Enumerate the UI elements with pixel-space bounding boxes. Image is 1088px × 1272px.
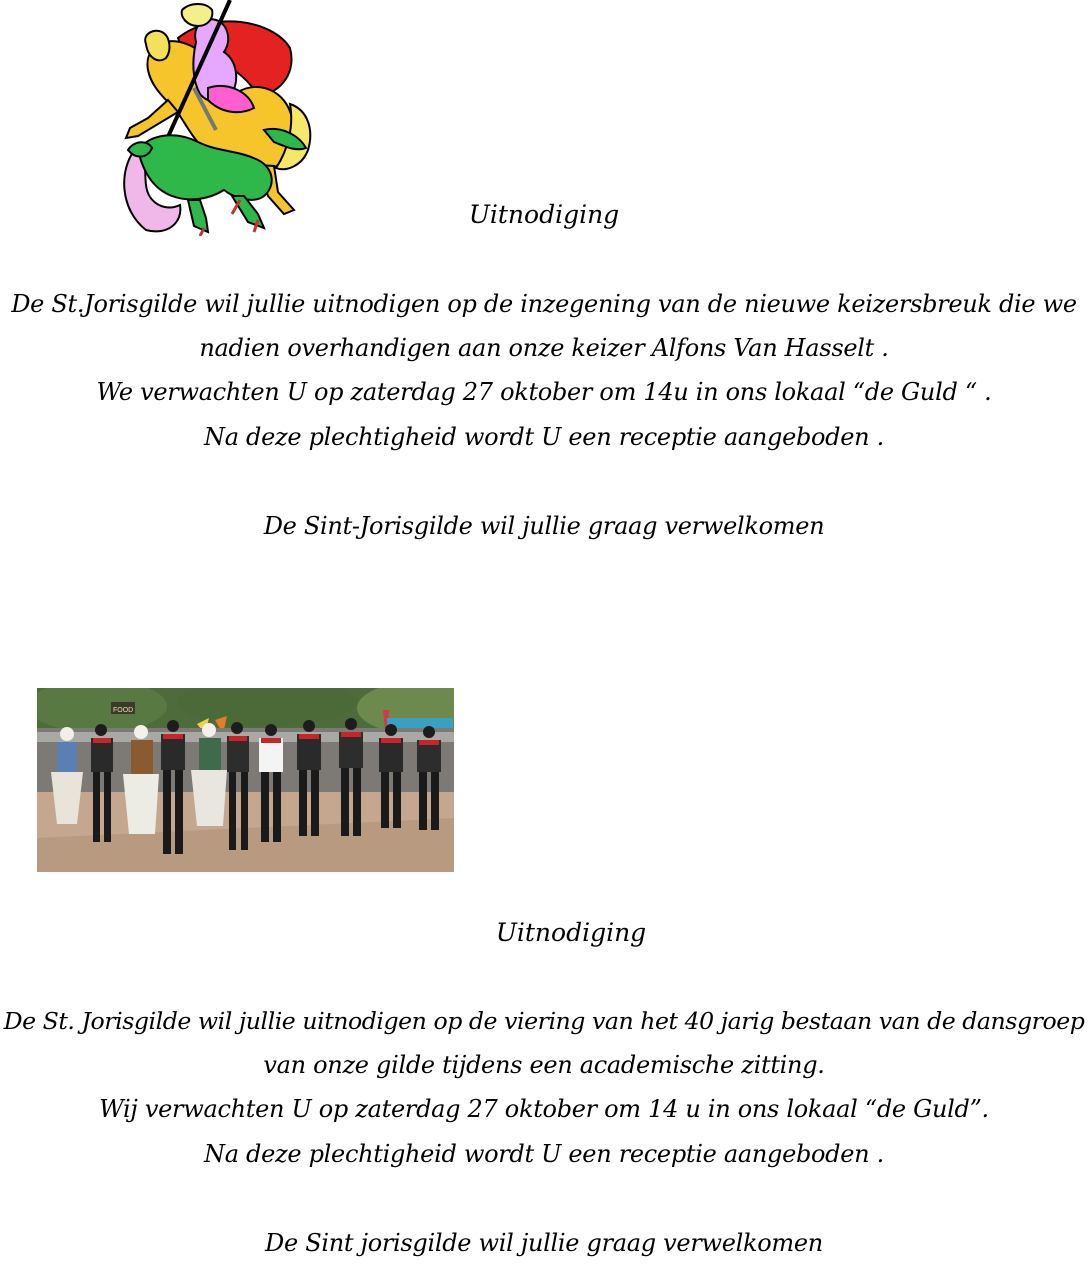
folk-dancers-photo xyxy=(37,688,454,872)
invitation-2-line-1: De St. Jorisgilde wil jullie uitnodigen op de viering van het 40 jarig bestaan van de dansgroep xyxy=(3,1007,1085,1035)
invitation-1-closing: De Sint-Jorisgilde wil jullie graag verwelkomen xyxy=(263,512,825,540)
invitation-1-line-2: nadien overhandigen aan onze keizer Alfons Van Hasselt . xyxy=(199,334,889,362)
invitation-1-line-3: We verwachten U op zaterdag 27 oktober om 14u in ons lokaal “de Guld “ . xyxy=(96,378,992,406)
invitation-1-line-1: De St.Jorisgilde wil jullie uitnodigen op de inzegening van de nieuwe keizersbreuk die we xyxy=(11,290,1077,318)
invitation-title-2: Uitnodiging xyxy=(495,918,647,947)
invitation-2-line-4: Na deze plechtigheid wordt U een receptie aangeboden . xyxy=(204,1140,884,1168)
photo-sign-text: FOOD xyxy=(113,707,134,714)
invitation-1-line-4: Na deze plechtigheid wordt U een receptie aangeboden . xyxy=(204,423,884,451)
invitation-2-closing: De Sint jorisgilde wil jullie graag verwelkomen xyxy=(265,1229,823,1257)
invitation-title-1: Uitnodiging xyxy=(468,200,620,229)
invitation-2-line-3: Wij verwachten U op zaterdag 27 oktober om 14 u in ons lokaal “de Guld”. xyxy=(99,1095,989,1123)
invitation-2-line-2: van onze gilde tijdens een academische zitting. xyxy=(263,1051,825,1079)
